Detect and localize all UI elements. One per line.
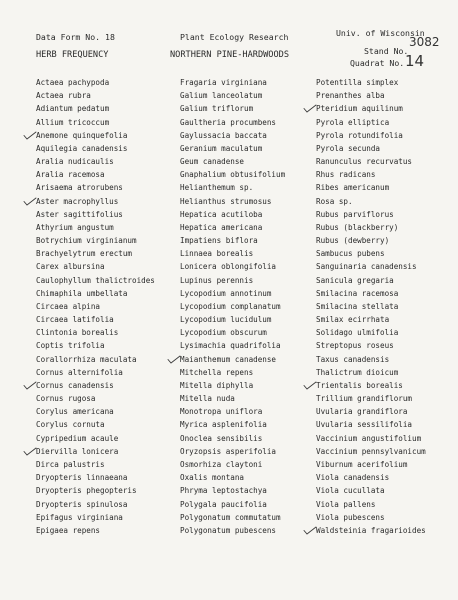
species-name: Potentilla simplex — [316, 78, 399, 87]
species-name: Impatiens biflora — [180, 236, 258, 246]
species-column-1 — [36, 76, 155, 537]
species-name: Mitella nuda — [180, 394, 235, 404]
species-name: Brachyelytrum erectum — [36, 249, 133, 259]
species-name: Anemone quinquefolia — [36, 130, 128, 140]
species-name: Linnaea borealis — [180, 249, 254, 259]
species-row — [36, 313, 155, 326]
species-row — [180, 116, 285, 129]
species-row — [180, 129, 285, 142]
species-row — [36, 326, 155, 339]
form-title: HERB FREQUENCY — [36, 50, 109, 60]
species-row — [36, 432, 155, 445]
species-row — [316, 405, 426, 418]
species-row — [316, 432, 426, 445]
species-name: Gaylussacia baccata — [180, 130, 267, 140]
species-row — [36, 379, 155, 392]
species-name: Hepatica americana — [180, 222, 263, 232]
species-row — [36, 339, 155, 352]
species-row — [316, 366, 426, 379]
species-name: Viburnum acerifolium — [316, 459, 408, 469]
species-name: Streptopus roseus — [316, 341, 394, 351]
species-row — [36, 181, 155, 194]
species-row — [36, 221, 155, 234]
species-row — [316, 458, 426, 471]
species-row — [36, 524, 155, 537]
species-name: Prenanthes alba — [316, 91, 385, 101]
species-name: Aralia racemosa — [36, 170, 105, 180]
quadrat-label: Quadrat No. — [350, 58, 405, 68]
species-name: Ranunculus recurvatus — [316, 157, 413, 167]
species-name: Pyrola rotundifolia — [316, 130, 403, 140]
species-row — [316, 142, 426, 155]
species-row — [316, 498, 426, 511]
species-row — [316, 313, 426, 326]
species-name: Thalictrum dioicum — [316, 367, 399, 377]
species-row — [36, 129, 155, 142]
species-row — [36, 274, 155, 287]
species-name: Solidago ulmifolia — [316, 328, 399, 338]
species-row — [36, 471, 155, 484]
species-name: Rubus (blackberry) — [316, 222, 399, 232]
species-row — [180, 313, 285, 326]
species-row — [180, 339, 285, 352]
check-mark-icon — [303, 526, 317, 535]
species-name: Vaccinium angustifolium — [316, 433, 422, 443]
species-name: Corylus americana — [36, 407, 114, 417]
species-name: Actaea rubra — [36, 91, 91, 101]
species-name: Allium tricoccum — [36, 117, 110, 127]
species-row — [36, 458, 155, 471]
species-name: Lycopodium annotinum — [180, 288, 272, 298]
species-row — [316, 247, 426, 260]
species-name: Circaea alpina — [36, 301, 101, 311]
species-name: Rosa sp. — [316, 196, 353, 206]
species-name: Onoclea sensibilis — [180, 433, 263, 443]
species-row — [36, 260, 155, 273]
species-row — [316, 484, 426, 497]
species-row — [316, 234, 426, 247]
species-name: Polygonatum pubescens — [180, 525, 277, 535]
species-name: Uvularia grandiflora — [316, 407, 408, 417]
species-row — [316, 339, 426, 352]
species-name: Hepatica acutiloba — [180, 209, 263, 219]
species-row — [180, 260, 285, 273]
species-row — [180, 511, 285, 524]
species-row — [316, 287, 426, 300]
species-name: Geum canadense — [180, 157, 245, 167]
species-row — [180, 234, 285, 247]
species-row — [316, 260, 426, 273]
species-name: Maianthemum canadense — [180, 354, 277, 364]
species-row — [316, 353, 426, 366]
species-column-3 — [316, 76, 426, 537]
species-row — [180, 458, 285, 471]
species-row — [316, 511, 426, 524]
species-row — [36, 116, 155, 129]
species-row — [36, 392, 155, 405]
species-row — [180, 353, 285, 366]
species-name: Chimaphila umbellata — [36, 288, 128, 298]
check-mark-icon — [23, 131, 37, 140]
species-row — [316, 129, 426, 142]
species-row — [180, 181, 285, 194]
species-name: Diervilla lonicera — [36, 446, 119, 456]
species-name: Botrychium virginianum — [36, 236, 137, 246]
species-row — [316, 76, 426, 89]
species-row — [316, 208, 426, 221]
species-row — [36, 353, 155, 366]
check-mark-icon — [23, 197, 37, 206]
species-name: Polygala paucifolia — [180, 499, 267, 509]
species-row — [36, 445, 155, 458]
species-name: Sambucus pubens — [316, 249, 385, 259]
quadrat-number-value: 14 — [405, 52, 425, 70]
species-row — [180, 418, 285, 431]
check-mark-icon — [23, 381, 37, 390]
species-row — [180, 432, 285, 445]
species-name: Actaea pachypoda — [36, 78, 110, 87]
species-row — [36, 300, 155, 313]
species-row — [316, 471, 426, 484]
species-row — [180, 287, 285, 300]
forest-type-title: NORTHERN PINE-HARDWOODS — [170, 50, 289, 60]
species-name: Fragaria virginiana — [180, 78, 267, 87]
species-name: Arisaema atrorubens — [36, 183, 123, 193]
species-name: Smilacina stellata — [316, 301, 399, 311]
species-name: Mitella diphylla — [180, 380, 254, 390]
species-row — [36, 168, 155, 181]
species-name: Aster macrophyllus — [36, 196, 119, 206]
species-row — [180, 76, 285, 89]
species-row — [36, 234, 155, 247]
species-name: Gaultheria procumbens — [180, 117, 277, 127]
species-name: Sanicula gregaria — [316, 275, 394, 285]
species-row — [36, 498, 155, 511]
species-name: Lycopodium lucidulum — [180, 315, 272, 325]
species-name: Helianthus strumosus — [180, 196, 272, 206]
check-mark-icon — [23, 447, 37, 456]
species-row — [316, 300, 426, 313]
species-name: Lycopodium complanatum — [180, 301, 281, 311]
species-row — [180, 366, 285, 379]
species-name: Taxus canadensis — [316, 354, 390, 364]
species-name: Viola pubescens — [316, 512, 385, 522]
species-row — [36, 76, 155, 89]
species-name: Coptis trifolia — [36, 341, 105, 351]
species-name: Dirca palustris — [36, 459, 105, 469]
species-row — [36, 247, 155, 260]
species-name: Waldsteinia fragarioides — [316, 525, 426, 535]
species-row — [180, 247, 285, 260]
species-name: Aralia nudicaulis — [36, 157, 114, 167]
species-name: Geranium maculatum — [180, 143, 263, 153]
species-row — [36, 287, 155, 300]
species-row — [316, 379, 426, 392]
species-name: Circaea latifolia — [36, 315, 114, 325]
species-name: Viola canadensis — [316, 473, 390, 483]
species-name: Lupinus perennis — [180, 275, 254, 285]
species-row — [316, 116, 426, 129]
species-row — [36, 195, 155, 208]
species-row — [180, 524, 285, 537]
species-row — [316, 102, 426, 115]
species-name: Caulophyllum thalictroides — [36, 275, 155, 285]
species-row — [316, 221, 426, 234]
species-name: Lycopodium obscurum — [180, 328, 267, 338]
species-name: Epifagus virginiana — [36, 512, 123, 522]
species-name: Uvularia sessilifolia — [316, 420, 413, 430]
species-row — [36, 142, 155, 155]
species-name: Corallorrhiza maculata — [36, 354, 137, 364]
stand-number-value: 3082 — [409, 35, 440, 49]
species-row — [180, 168, 285, 181]
species-name: Athyrium angustum — [36, 222, 114, 232]
species-name: Lonicera oblongifolia — [180, 262, 277, 272]
species-name: Galium lanceolatum — [180, 91, 263, 101]
species-row — [36, 366, 155, 379]
species-row — [36, 511, 155, 524]
species-row — [180, 221, 285, 234]
species-name: Monotropa uniflora — [180, 407, 263, 417]
species-name: Rhus radicans — [316, 170, 376, 180]
species-name: Osmorhiza claytoni — [180, 459, 263, 469]
species-row — [316, 524, 426, 537]
species-name: Viola pallens — [316, 499, 376, 509]
species-row — [180, 379, 285, 392]
species-name: Myrica asplenifolia — [180, 420, 267, 430]
species-column-2 — [180, 76, 285, 537]
species-row — [180, 89, 285, 102]
project-title: Plant Ecology Research — [180, 32, 289, 42]
species-name: Pyrola secunda — [316, 143, 381, 153]
species-row — [316, 326, 426, 339]
species-row — [180, 155, 285, 168]
species-row — [316, 195, 426, 208]
species-name: Rubus (dewberry) — [316, 236, 390, 246]
check-mark-icon — [167, 355, 181, 364]
species-name: Smilacina racemosa — [316, 288, 399, 298]
species-name: Cypripedium acaule — [36, 433, 119, 443]
species-name: Aquilegia canadensis — [36, 143, 128, 153]
species-row — [36, 89, 155, 102]
species-name: Gnaphalium obtusifolium — [180, 170, 286, 180]
species-name: Adiantum pedatum — [36, 104, 110, 114]
species-name: Pteridium aquilinum — [316, 104, 403, 114]
species-row — [36, 405, 155, 418]
species-name: Oxalis montana — [180, 473, 245, 483]
species-name: Trientalis borealis — [316, 380, 403, 390]
species-row — [180, 445, 285, 458]
species-name: Cornus canadensis — [36, 380, 114, 390]
species-name: Smilax ecirrhata — [316, 315, 390, 325]
species-name: Pyrola elliptica — [316, 117, 390, 127]
species-name: Lysimachia quadrifolia — [180, 341, 281, 351]
species-name: Mitchella repens — [180, 367, 254, 377]
species-name: Helianthemum sp. — [180, 183, 254, 193]
university-label: Univ. of Wisconsin — [336, 28, 425, 38]
species-name: Galium triflorum — [180, 104, 254, 114]
species-name: Dryopteris phegopteris — [36, 486, 137, 496]
species-row — [180, 498, 285, 511]
species-row — [180, 274, 285, 287]
check-mark-icon — [303, 104, 317, 113]
species-row — [180, 102, 285, 115]
species-row — [316, 155, 426, 168]
species-name: Cornus alternifolia — [36, 367, 123, 377]
species-name: Corylus cornuta — [36, 420, 105, 430]
species-name: Sanguinaria canadensis — [316, 262, 417, 272]
species-name: Viola cucullata — [316, 486, 385, 496]
species-name: Dryopteris spinulosa — [36, 499, 128, 509]
species-row — [180, 142, 285, 155]
species-row — [36, 418, 155, 431]
species-name: Phryma leptostachya — [180, 486, 267, 496]
stand-label: Stand No. — [364, 46, 409, 56]
species-name: Dryopteris linnaeana — [36, 473, 128, 483]
species-row — [36, 155, 155, 168]
species-name: Aster sagittifolius — [36, 209, 123, 219]
species-name: Vaccinium pennsylvanicum — [316, 446, 426, 456]
species-name: Oryzopsis asperifolia — [180, 446, 277, 456]
species-name: Clintonia borealis — [36, 328, 119, 338]
species-row — [180, 484, 285, 497]
species-name: Epigaea repens — [36, 525, 101, 535]
species-row — [180, 471, 285, 484]
species-name: Trillium grandiflorum — [316, 394, 413, 404]
species-row — [316, 181, 426, 194]
species-row — [316, 418, 426, 431]
species-row — [316, 392, 426, 405]
form-number: Data Form No. 18 — [36, 32, 115, 42]
species-row — [316, 89, 426, 102]
species-row — [316, 168, 426, 181]
species-name: Polygonatum commutatum — [180, 512, 281, 522]
species-row — [180, 326, 285, 339]
species-name: Carex albursina — [36, 262, 105, 272]
species-name: Ribes americanum — [316, 183, 390, 193]
species-row — [180, 300, 285, 313]
species-row — [180, 405, 285, 418]
species-row — [36, 208, 155, 221]
check-mark-icon — [303, 381, 317, 390]
species-row — [36, 102, 155, 115]
species-row — [36, 484, 155, 497]
species-row — [316, 274, 426, 287]
species-name: Cornus rugosa — [36, 394, 96, 404]
species-row — [180, 195, 285, 208]
species-name: Rubus parviflorus — [316, 209, 394, 219]
species-row — [316, 445, 426, 458]
species-row — [180, 392, 285, 405]
species-row — [180, 208, 285, 221]
